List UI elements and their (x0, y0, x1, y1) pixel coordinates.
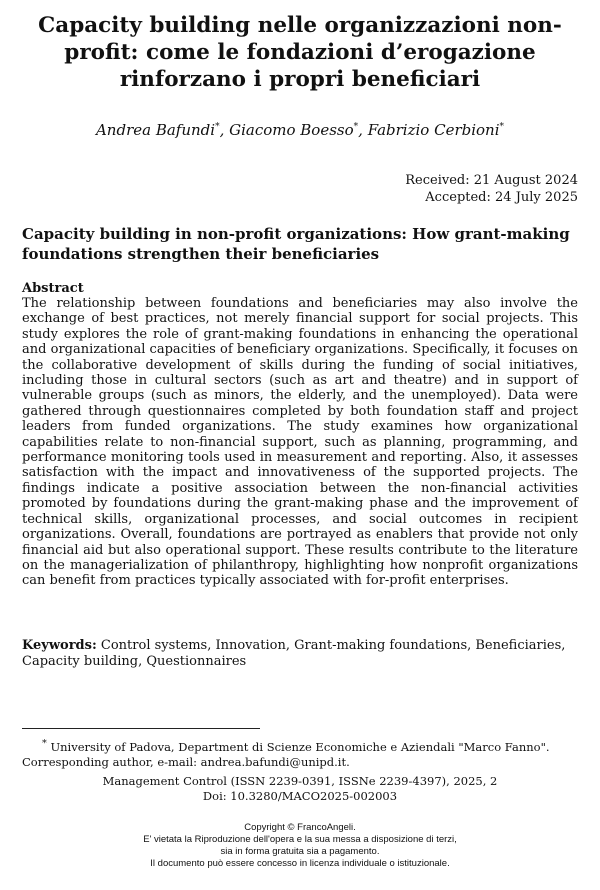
journal-info (0, 774, 600, 804)
journal-doi: Doi: 10.3280/MACO2025-002003 (202, 789, 398, 803)
accepted-date: Accepted: 24 July 2025 (425, 190, 578, 205)
footnote-mark: * (42, 738, 47, 749)
footnote-divider (22, 728, 260, 729)
journal-citation: Management Control (ISSN 2239-0391, ISSNe 2239-4397), 2025, 2 (102, 774, 498, 788)
author-name: Giacomo Boesso (229, 121, 354, 139)
footnote-corresponding: Corresponding author, e-mail: andrea.bafundi@unipd.it. (22, 754, 350, 769)
author-separator: , (358, 121, 368, 139)
keywords (22, 638, 578, 670)
copyright-line: Il documento può essere concesso in licenza individuale o istituzionale. (150, 858, 450, 869)
footnote (22, 736, 582, 770)
abstract-text: The relationship between foundations and beneficiaries may also involve the exchange of best practices, not merely financial support for social projects. This study explores the role of grant-making foundations in enhancing the operational and organizational capacities of beneficiary organizations. Specifically, it focuses on the collaborative development of skills during the funding of social initiatives, including those in cultural sectors (such as art and theatre) and in support of vulnerable groups (such as minors, the elderly, and the unemployed). Data were gathered through questionnaires completed by both foundation staff and project leaders from funded organizations. The study examines how organizational capabilities relate to non-financial support, such as planning, programming, and performance monitoring tools used in measurement and reporting. Also, it assesses satisfaction with the impact and innovativeness of the supported projects. The findings indicate a positive association between the non-financial activities promoted by foundations during the grant-making phase and the improvement of technical skills, organizational processes, and social outcomes in recipient organizations. Overall, foundations are portrayed as enablers that provide not only financial aid but also operational support. These results contribute to the literature on the managerialization of philanthropy, highlighting how nonprofit organizations can benefit from practices typically associated with for-profit enterprises. (22, 296, 578, 589)
article-title: Capacity building nelle organizzazioni non-profit: come le fondazioni d’erogazione rinforzano i propri beneficiari (38, 13, 562, 92)
author-name: Fabrizio Cerbioni (367, 121, 500, 139)
submission-dates (405, 172, 578, 206)
copyright-line: sia in forma gratuita sia a pagamento. (220, 846, 380, 857)
received-date: Received: 21 August 2024 (405, 173, 578, 188)
author-separator: , (219, 121, 230, 139)
copyright-line: E' vietata la Riproduzione dell'opera e la sua messa a disposizione di terzi, (143, 834, 457, 845)
author-name: Andrea Bafundi (95, 121, 216, 139)
author-mark: * (499, 122, 505, 132)
copyright-notice (0, 822, 600, 870)
author-list (0, 117, 600, 140)
keywords-text: Control systems, Innovation, Grant-making foundations, Beneficiaries, Capacity building, Questionnaires (22, 638, 566, 669)
footnote-affiliation: University of Padova, Department di Scienze Economiche e Aziendali "Marco Fanno". (50, 739, 550, 754)
english-title: Capacity building in non-profit organizations: How grant-making foundations strengthen their beneficiaries (22, 225, 570, 263)
copyright-line: Copyright © FrancoAngeli. (244, 822, 356, 833)
abstract-heading: Abstract (22, 281, 84, 296)
keywords-label: Keywords: (22, 638, 97, 653)
author-mark: * (215, 122, 220, 132)
author-mark: * (353, 122, 359, 132)
